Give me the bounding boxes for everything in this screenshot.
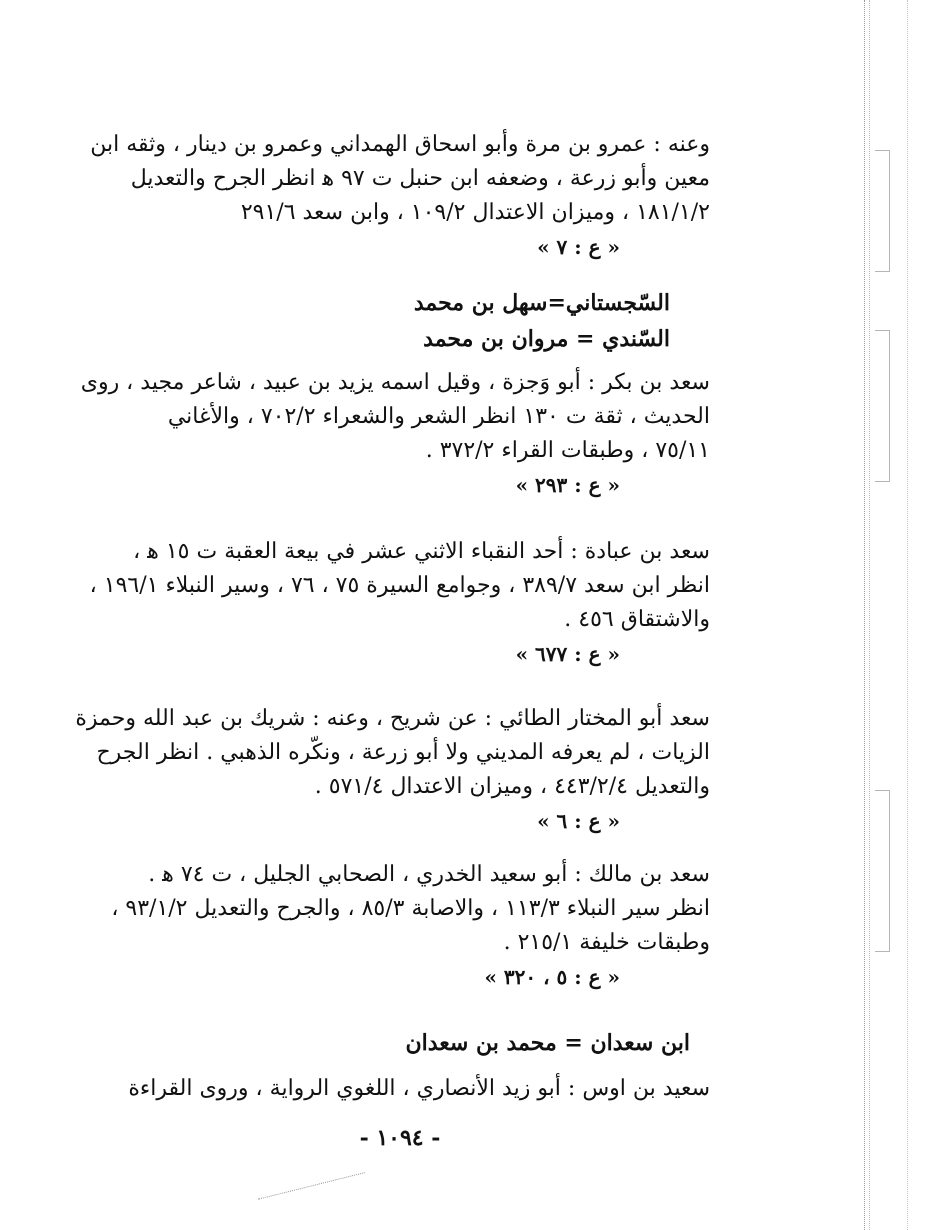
text-line: معين وأبو زرعة ، وضعفه ابن حنبل ت ٩٧ ﻫ انظر الجرح والتعديل: [130, 166, 710, 191]
text-line: سعد بن عبادة : أحد النقباء الاثني عشر في بيعة العقبة ت ١٥ ﻫ ،: [133, 539, 710, 564]
entry-saad-ibn-ubada: [70, 535, 710, 671]
page-number: - ١٠٩٤ -: [359, 1125, 441, 1151]
text-line: ٧٥/١١ ، وطبقات القراء ٣٧٢/٢ .: [425, 438, 710, 463]
cross-reference-text: السّندي = مروان بن محمد: [423, 326, 670, 352]
binding-mark: [875, 150, 890, 272]
entry-saad-ibn-malik: [70, 858, 710, 994]
text-line: انظر ابن سعد ٣٨٩/٧ ، وجوامع السيرة ٧٥ ، ٧٦ ، وسير النبلاء ١٩٦/١ ،: [89, 573, 710, 598]
binding-mark: [875, 330, 890, 482]
text-line: والتعديل ٤٤٣/٢/٤ ، وميزان الاعتدال ٥٧١/٤ .: [314, 774, 710, 799]
text-line: سعيد بن اوس : أبو زيد الأنصاري ، اللغوي الرواية ، وروى القراءة: [128, 1076, 710, 1101]
reference-mark: « ع : ٥ ، ٣٢٠ »: [484, 965, 620, 989]
binding-mark: [875, 790, 890, 952]
cross-reference-text: السّجستاني=سهل بن محمد: [413, 290, 670, 316]
text-line: ١٨١/١/٢ ، وميزان الاعتدال ١٠٩/٢ ، وابن سعد ٢٩١/٦: [240, 200, 710, 225]
cross-reference-ibn-saadan: [70, 1026, 710, 1060]
cross-reference-text: ابن سعدان = محمد بن سعدان: [405, 1030, 690, 1056]
text-line: والاشتقاق ٤٥٦ .: [564, 607, 710, 632]
reference-mark: « ع : ٢٩٣ »: [515, 473, 620, 497]
text-line: سعد أبو المختار الطائي : عن شريح ، وعنه : شريك بن عبد الله وحمزة: [75, 706, 710, 731]
reference-mark: « ع : ٧ »: [537, 235, 620, 259]
text-line: سعد بن مالك : أبو سعيد الخدري ، الصحابي الجليل ، ت ٧٤ ﻫ .: [148, 862, 710, 887]
entry-saeed-ibn-aws: [70, 1072, 710, 1106]
page-edge-right: [907, 0, 910, 1230]
reference-mark: « ع : ٦٧٧ »: [515, 642, 620, 666]
entry-amr-continuation: [70, 128, 710, 264]
entry-saad-abu-al-mukhtar: [70, 702, 710, 838]
scan-artifact: [258, 1172, 372, 1229]
cross-reference-sijistani: [70, 286, 710, 320]
text-line: الحديث ، ثقة ت ١٣٠ انظر الشعر والشعراء ٧٠٢/٢ ، والأغاني: [167, 404, 710, 429]
cross-reference-sindi: [70, 322, 710, 356]
page-edge-left: [864, 0, 870, 1230]
text-line: انظر سير النبلاء ١١٣/٣ ، والاصابة ٨٥/٣ ، والجرح والتعديل ٩٣/١/٢ ،: [111, 896, 710, 921]
text-line: سعد بن بكر : أبو وَجزة ، وقيل اسمه يزيد بن عبيد ، شاعر مجيد ، روى: [80, 370, 710, 395]
text-line: الزيات ، لم يعرفه المديني ولا أبو زرعة ، ونكّره الذهبي . انظر الجرح: [96, 740, 710, 765]
text-line: وعنه : عمرو بن مرة وأبو اسحاق الهمداني وعمرو بن دينار ، وثقه ابن: [90, 132, 710, 157]
text-line: وطبقات خليفة ٢١٥/١ .: [503, 930, 710, 955]
reference-mark: « ع : ٦ »: [537, 809, 620, 833]
entry-saad-ibn-bakr: [70, 366, 710, 502]
